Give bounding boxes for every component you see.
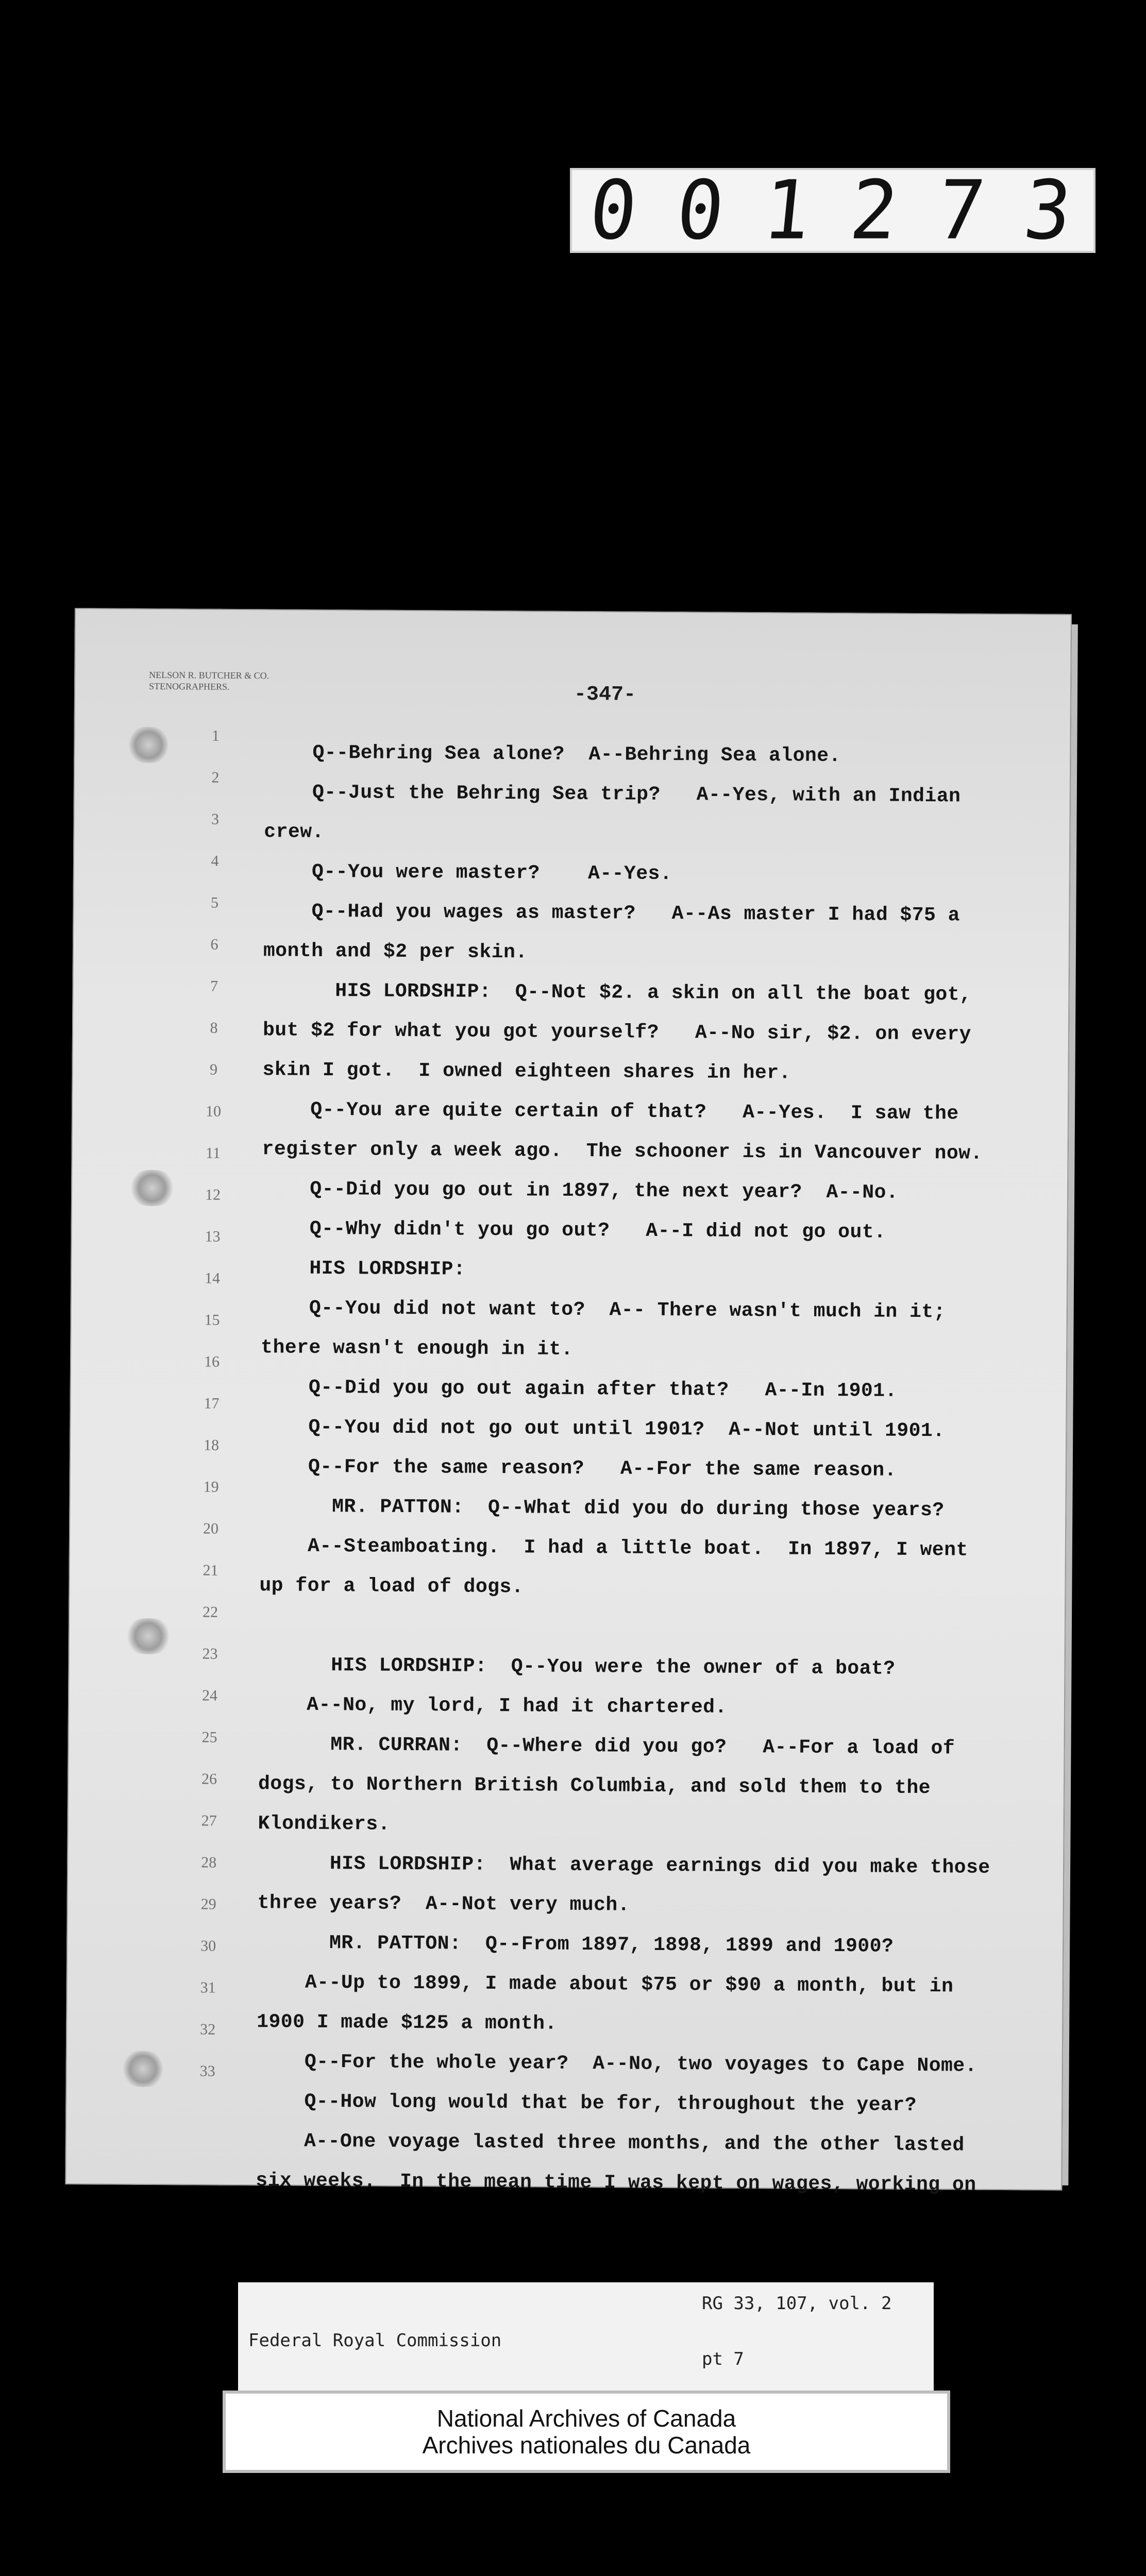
transcript-line: A--One voyage lasted three months, and the other lasted <box>256 2130 965 2157</box>
frame-number-plate <box>570 163 1096 258</box>
line-number: 26 <box>201 1770 217 1788</box>
commission-line: Federal Royal Commission <box>248 2330 502 2351</box>
transcript-line: six weeks. In the mean time I was kept on wages, working on <box>256 2170 976 2196</box>
line-number: 30 <box>200 1937 216 1955</box>
line-number: 3 <box>211 810 220 828</box>
transcript-line <box>259 1605 1048 1650</box>
transcript-line: A--No, my lord, I had it chartered. <box>258 1693 727 1719</box>
letterhead <box>149 669 269 692</box>
transcript-line: register only a week ago. The schooner is in Vancouver now. <box>262 1138 983 1165</box>
frame-digit: 3 <box>1020 163 1080 258</box>
frame-digit: 7 <box>933 163 993 258</box>
record-group-reference: RG 33, 107, vol. 2 <box>702 2293 892 2314</box>
line-number: 33 <box>199 2062 215 2080</box>
line-number: 10 <box>205 1103 222 1120</box>
transcript-line: Q--Just the Behring Sea trip? A--Yes, with an Indian <box>264 781 961 808</box>
transcript-line: crew. <box>264 821 325 843</box>
line-number: 16 <box>204 1353 220 1370</box>
line-number: 2 <box>211 769 220 786</box>
transcript-line: Q--You did not want to? A-- There wasn't much in it; <box>261 1297 946 1324</box>
punch-hole <box>129 1170 175 1207</box>
transcript-page <box>65 608 1072 2196</box>
transcript-line: HIS LORDSHIP: <box>261 1257 466 1281</box>
line-number: 14 <box>204 1269 221 1287</box>
transcript-line: A--Up to 1899, I made about $75 or $90 a month, but in <box>257 1971 954 1998</box>
transcript-line: Q--Had you wages as master? A--As master I had $75 a <box>263 900 960 927</box>
transcript-line: 1900 I made $125 a month. <box>257 2011 557 2035</box>
page-number: -347- <box>574 683 636 707</box>
transcript-text <box>256 733 1053 2205</box>
transcript-line: Q--For the whole year? A--No, two voyages to Cape Nome. <box>256 2050 978 2077</box>
transcript-line: three years? A--Not very much. <box>257 1892 630 1917</box>
transcript-line: skin I got. I owned eighteen shares in her. <box>262 1059 791 1084</box>
line-number: 21 <box>203 1562 218 1579</box>
line-number: 8 <box>210 1019 218 1037</box>
line-number: 18 <box>203 1436 220 1454</box>
line-number: 17 <box>204 1395 220 1412</box>
transcript-line: Q--How long would that be for, throughout the year? <box>256 2090 917 2117</box>
transcript-line: Q--Behring Sea alone? A--Behring Sea alone. <box>264 741 841 768</box>
frame-digit: 1 <box>759 163 819 258</box>
line-number: 29 <box>200 1895 216 1913</box>
transcript-line: but $2 for what you got yourself? A--No sir, $2. on every <box>262 1019 972 1046</box>
line-number: 22 <box>202 1603 218 1621</box>
line-number: 28 <box>201 1854 217 1871</box>
part-number: pt 7 <box>702 2349 744 2369</box>
line-number-column <box>184 725 239 2103</box>
line-number: 20 <box>203 1520 219 1537</box>
line-number: 19 <box>203 1478 219 1496</box>
archive-name-fr: Archives nationales du Canada <box>422 2432 751 2459</box>
line-number: 25 <box>201 1728 217 1746</box>
line-number: 32 <box>200 2021 216 2038</box>
transcript-line: up for a load of dogs. <box>259 1574 524 1599</box>
transcript-line: HIS LORDSHIP: What average earnings did you make those <box>257 1852 990 1879</box>
transcript-line: there wasn't enough in it. <box>261 1336 574 1361</box>
line-number: 6 <box>210 936 218 953</box>
line-number: 11 <box>205 1144 221 1162</box>
line-number: 4 <box>211 852 219 870</box>
transcript-line: Q--Did you go out in 1897, the next year? A--No. <box>261 1178 899 1204</box>
letterhead-line: NELSON R. BUTCHER & CO. <box>149 669 269 681</box>
line-number: 27 <box>201 1812 217 1829</box>
transcript-line: MR. PATTON: Q--What did you do during those years? <box>260 1495 945 1522</box>
transcript-line: Q--You did not go out until 1901? A--Not until 1901. <box>260 1416 945 1443</box>
line-number: 7 <box>210 977 218 995</box>
transcript-line: Q--Did you go out again after that? A--In 1901. <box>260 1376 897 1402</box>
archive-label <box>238 2282 934 2391</box>
transcript-line: Klondikers. <box>258 1812 391 1836</box>
transcript-line: Q--Why didn't you go out? A--I did not go out. <box>261 1217 886 1244</box>
archive-name-en: National Archives of Canada <box>436 2405 736 2432</box>
transcript-line: MR. CURRAN: Q--Where did you go? A--For a load of <box>258 1733 955 1760</box>
frame-digit: 0 <box>585 163 646 258</box>
punch-hole <box>125 727 172 764</box>
line-number: 31 <box>200 1979 216 1996</box>
line-number: 12 <box>205 1186 221 1204</box>
transcript-line: HIS LORDSHIP: Q--You were the owner of a boat? <box>259 1654 896 1680</box>
line-number: 1 <box>211 727 220 744</box>
transcript-line: Q--You are quite certain of that? A--Yes. I saw the <box>262 1098 959 1125</box>
transcript-line: Q--For the same reason? A--For the same reason. <box>260 1455 897 1482</box>
transcript-line: A--Steamboating. I had a little boat. In 1897, I went <box>259 1535 968 1562</box>
frame-digit: 0 <box>672 163 733 258</box>
transcript-line: month and $2 per skin. <box>263 940 528 964</box>
punch-hole <box>120 2051 166 2088</box>
line-number: 9 <box>209 1061 218 1078</box>
frame-digit: 2 <box>846 163 906 258</box>
line-number: 5 <box>210 894 219 911</box>
line-number: 13 <box>205 1228 221 1245</box>
line-number: 23 <box>202 1645 218 1663</box>
transcript-line: MR. PATTON: Q--From 1897, 1898, 1899 and 1900? <box>257 1931 894 1958</box>
transcript-line: Q--You were master? A--Yes. <box>263 860 672 886</box>
punch-hole <box>125 1618 172 1655</box>
transcript-line: dogs, to Northern British Columbia, and sold them to the <box>258 1773 931 1800</box>
transcript-line: HIS LORDSHIP: Q--Not $2. a skin on all the boat got, <box>263 979 972 1006</box>
letterhead-line: STENOGRAPHERS. <box>149 681 230 692</box>
line-number: 24 <box>202 1687 218 1704</box>
page-edge <box>1062 624 1078 2185</box>
archive-banner <box>223 2391 950 2473</box>
line-number: 15 <box>204 1311 220 1329</box>
